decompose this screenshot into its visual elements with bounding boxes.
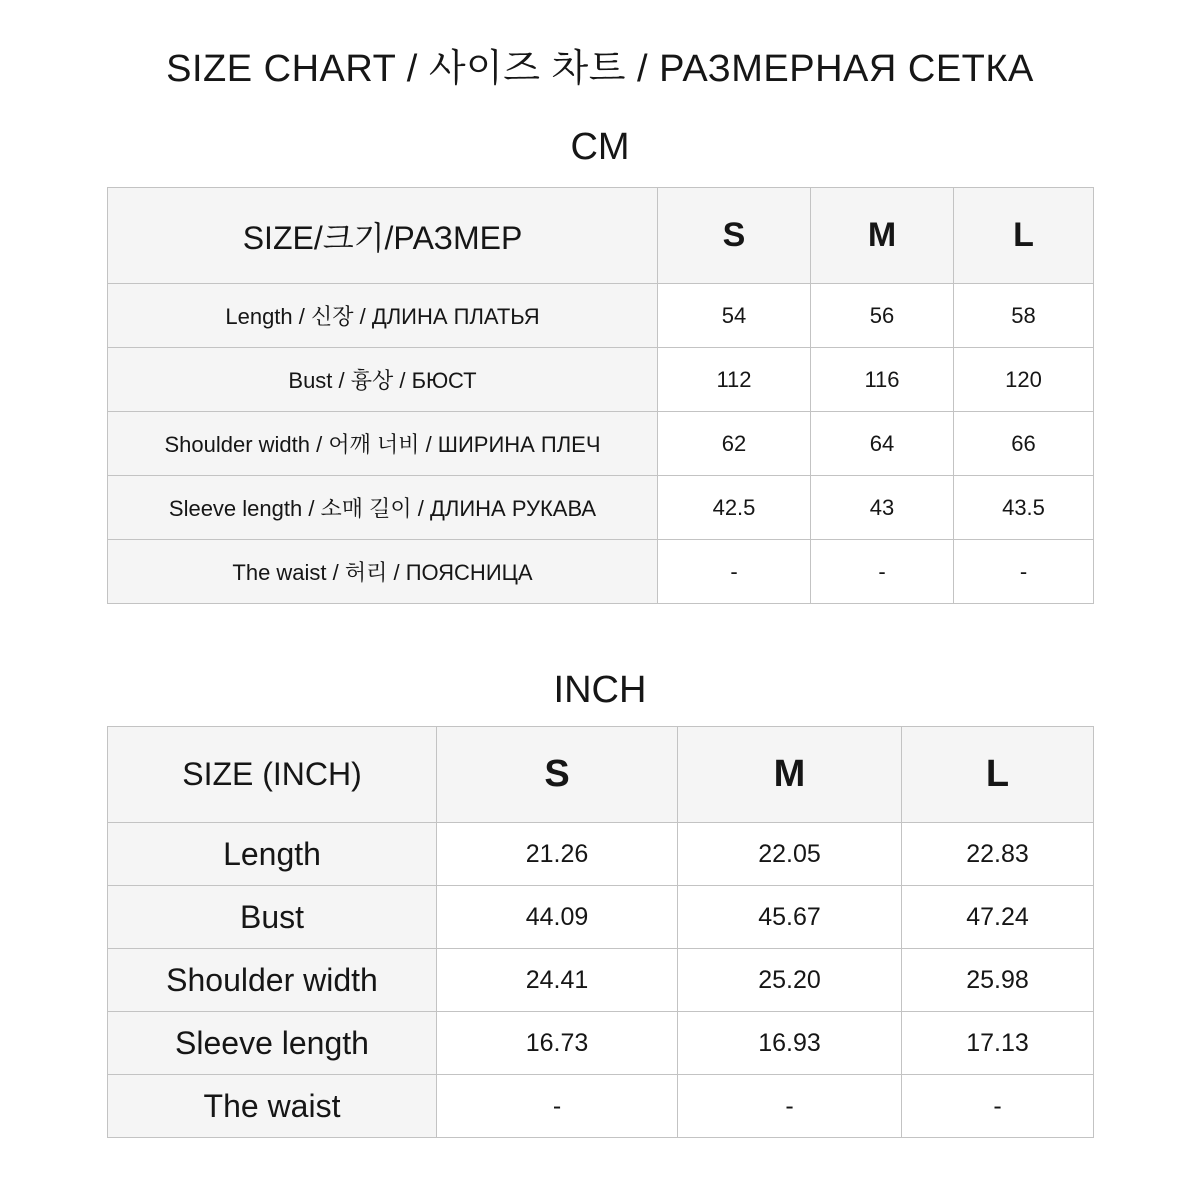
table-row bbox=[108, 1012, 1094, 1075]
cm-size-col-l: L bbox=[954, 188, 1094, 284]
value-cell: 64 bbox=[811, 412, 954, 476]
value-cell: 24.41 bbox=[437, 949, 678, 1012]
row-label-length: Length bbox=[108, 823, 437, 886]
value-cell: 56 bbox=[811, 284, 954, 348]
value-cell: - bbox=[902, 1075, 1094, 1138]
inch-size-table bbox=[107, 726, 1094, 1138]
value-cell: 47.24 bbox=[902, 886, 1094, 949]
value-cell: 66 bbox=[954, 412, 1094, 476]
value-cell: 62 bbox=[658, 412, 811, 476]
inch-size-col-s: S bbox=[437, 727, 678, 823]
table-row bbox=[108, 540, 1094, 604]
table-row bbox=[108, 1075, 1094, 1138]
row-label-sleeve-length: Sleeve length bbox=[108, 1012, 437, 1075]
value-cell: 44.09 bbox=[437, 886, 678, 949]
value-cell: 58 bbox=[954, 284, 1094, 348]
inch-heading: INCH bbox=[553, 669, 647, 711]
value-cell: 22.05 bbox=[678, 823, 902, 886]
value-cell: 112 bbox=[658, 348, 811, 412]
row-label-shoulder-width: Shoulder width bbox=[108, 949, 437, 1012]
table-row bbox=[108, 284, 1094, 348]
value-cell: 25.98 bbox=[902, 949, 1094, 1012]
value-cell: 43 bbox=[811, 476, 954, 540]
table-row bbox=[108, 476, 1094, 540]
value-cell: 116 bbox=[811, 348, 954, 412]
value-cell: 54 bbox=[658, 284, 811, 348]
value-cell: 120 bbox=[954, 348, 1094, 412]
value-cell: 25.20 bbox=[678, 949, 902, 1012]
cm-size-col-s: S bbox=[658, 188, 811, 284]
row-label-the-waist: The waist bbox=[108, 1075, 437, 1138]
table-row bbox=[108, 412, 1094, 476]
cm-size-col-m: M bbox=[811, 188, 954, 284]
value-cell: - bbox=[811, 540, 954, 604]
cm-heading: CM bbox=[570, 126, 630, 168]
value-cell: - bbox=[678, 1075, 902, 1138]
cm-size-header-label: SIZE/크기/РАЗМЕР bbox=[108, 188, 658, 284]
row-label-bust: Bust bbox=[108, 886, 437, 949]
row-label-sleeve-length: Sleeve length / 소매 길이 / ДЛИНА РУКАВА bbox=[108, 476, 658, 540]
value-cell: 43.5 bbox=[954, 476, 1094, 540]
table-row bbox=[108, 348, 1094, 412]
table-row bbox=[108, 886, 1094, 949]
row-label-shoulder-width: Shoulder width / 어깨 너비 / ШИРИНА ПЛЕЧ bbox=[108, 412, 658, 476]
value-cell: 22.83 bbox=[902, 823, 1094, 886]
inch-size-col-l: L bbox=[902, 727, 1094, 823]
value-cell: - bbox=[954, 540, 1094, 604]
cm-header-row bbox=[108, 188, 1094, 284]
inch-size-header-label: SIZE (INCH) bbox=[108, 727, 437, 823]
row-label-the-waist: The waist / 허리 / ПОЯСНИЦА bbox=[108, 540, 658, 604]
value-cell: - bbox=[658, 540, 811, 604]
row-label-length: Length / 신장 / ДЛИНА ПЛАТЬЯ bbox=[108, 284, 658, 348]
inch-header-row bbox=[108, 727, 1094, 823]
value-cell: - bbox=[437, 1075, 678, 1138]
table-row bbox=[108, 949, 1094, 1012]
value-cell: 45.67 bbox=[678, 886, 902, 949]
value-cell: 21.26 bbox=[437, 823, 678, 886]
value-cell: 42.5 bbox=[658, 476, 811, 540]
value-cell: 16.73 bbox=[437, 1012, 678, 1075]
inch-size-col-m: M bbox=[678, 727, 902, 823]
row-label-bust: Bust / 흉상 / БЮСТ bbox=[108, 348, 658, 412]
table-row bbox=[108, 823, 1094, 886]
page-title: SIZE CHART / 사이즈 차트 / РАЗМЕРНАЯ СЕТКА bbox=[166, 48, 1034, 90]
value-cell: 17.13 bbox=[902, 1012, 1094, 1075]
value-cell: 16.93 bbox=[678, 1012, 902, 1075]
cm-size-table bbox=[107, 187, 1094, 604]
